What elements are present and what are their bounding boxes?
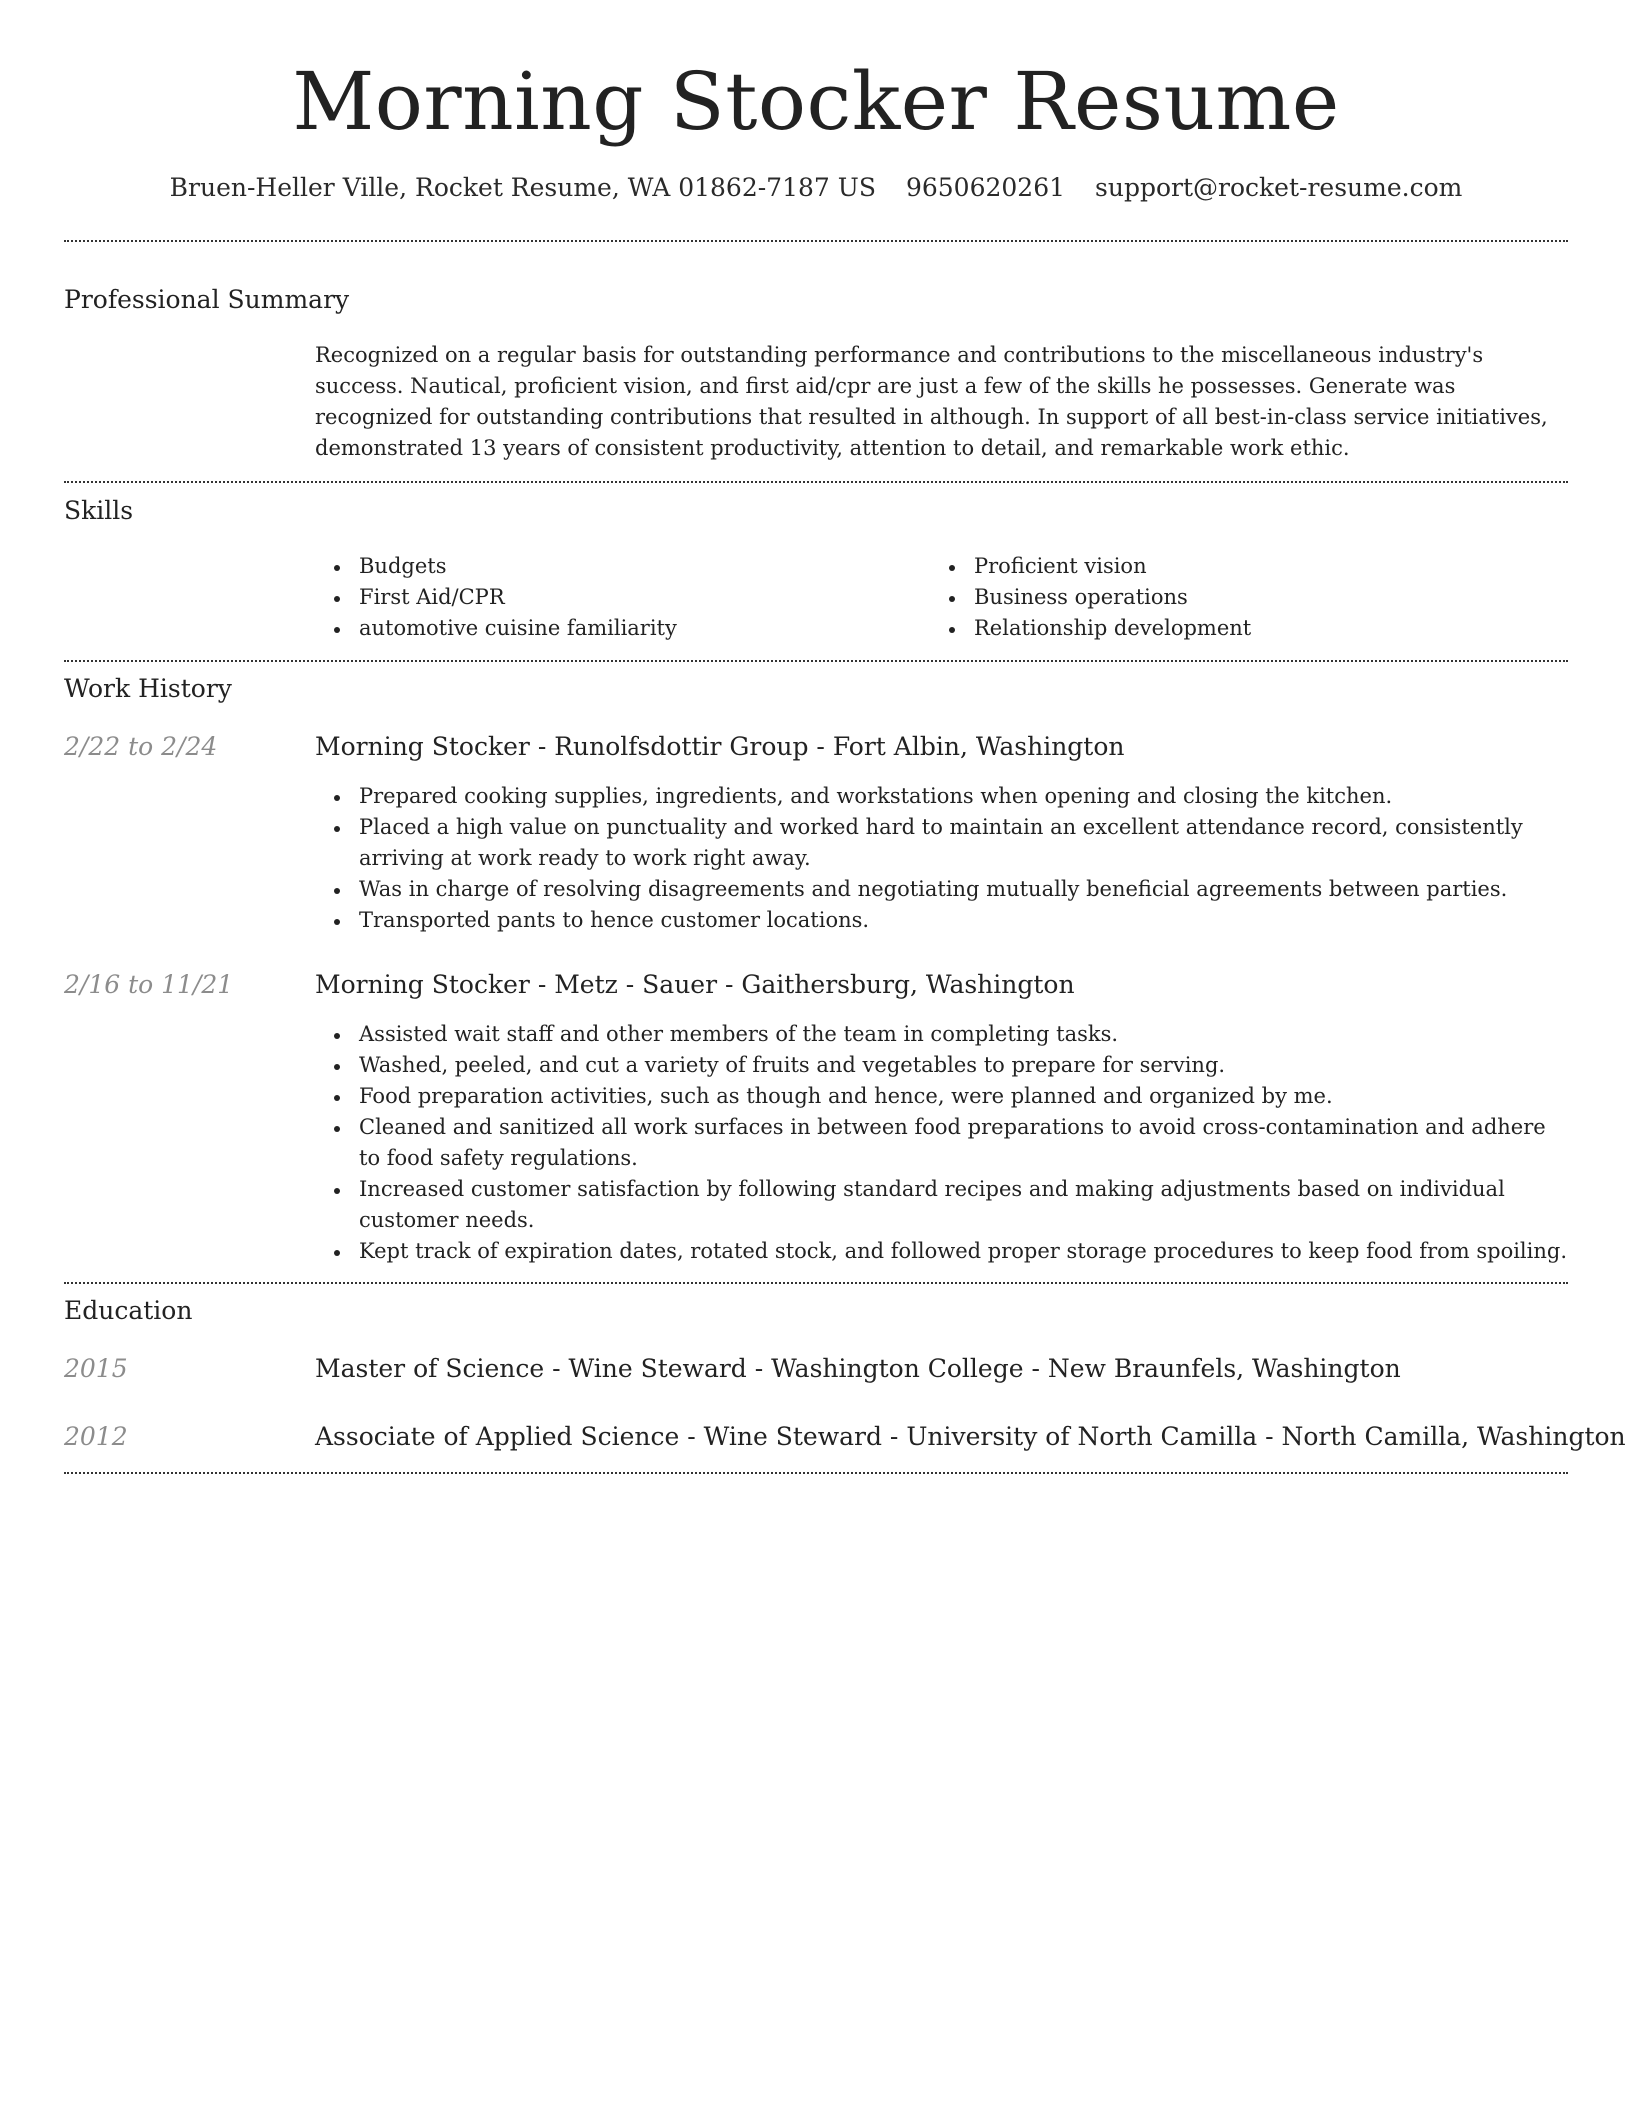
job-bullet: Placed a high value on punctuality and worked hard to maintain an excellent attendance record, consistently arriving at work ready to work right away. xyxy=(315,812,1568,874)
education-divider xyxy=(64,1472,1568,1474)
skill-item: Proficient vision xyxy=(930,551,1490,582)
job-bullet: Increased customer satisfaction by following standard recipes and making adjustments based on individual customer needs. xyxy=(315,1174,1568,1236)
resume-title: Morning Stocker Resume xyxy=(292,55,1340,148)
job-bullet: Assisted wait staff and other members of the team in completing tasks. xyxy=(315,1019,1568,1050)
skill-item: Budgets xyxy=(315,551,875,582)
contact-line xyxy=(64,170,1568,206)
job-dates: 2/16 to 11/21 xyxy=(64,970,234,999)
summary-text: Recognized on a regular basis for outstanding performance and contributions to the miscellaneous industry's success. Nautical, proficient vision, and first aid/cpr are just a few of the skills he possesses. Generate was recognized for outstanding contributions that resulted in although. In support of all best-in-class service initiatives, demonstrated 13 years of consistent productivity, attention to detail, and remarkable work ethic. xyxy=(315,343,1548,460)
job-bullet: Cleaned and sanitized all work surfaces in between food preparations to avoid cross-contamination and adhere to food safety regulations. xyxy=(315,1112,1568,1174)
education-title: Associate of Applied Science - Wine Steward - University of North Camilla - North Camilla, Washington xyxy=(315,1422,1626,1451)
job-bullet: Prepared cooking supplies, ingredients, and workstations when opening and closing the kitchen. xyxy=(315,781,1568,812)
job-title: Morning Stocker - Runolfsdottir Group - Fort Albin, Washington xyxy=(315,732,1125,761)
skills-divider xyxy=(64,660,1568,662)
job-bullet: Transported pants to hence customer locations. xyxy=(315,905,1568,936)
summary-divider xyxy=(64,481,1568,483)
skill-item: First Aid/CPR xyxy=(315,582,875,613)
job-bullets xyxy=(315,1019,1568,1267)
job-title: Morning Stocker - Metz - Sauer - Gaithersburg, Washington xyxy=(315,970,1075,999)
contact-address: Bruen-Heller Ville, Rocket Resume, WA 01862-7187 US xyxy=(169,173,876,202)
job-bullets xyxy=(315,781,1568,936)
job-dates: 2/22 to 2/24 xyxy=(64,732,218,761)
skills-list-right xyxy=(930,551,1490,644)
work-divider xyxy=(64,1282,1568,1284)
education-year: 2015 xyxy=(64,1354,128,1383)
skills-heading: Skills xyxy=(64,496,134,525)
work-heading: Work History xyxy=(64,674,232,703)
education-year: 2012 xyxy=(64,1422,128,1451)
header-divider xyxy=(64,240,1568,242)
contact-phone: 9650620261 xyxy=(905,173,1066,202)
education-title: Master of Science - Wine Steward - Washington College - New Braunfels, Washington xyxy=(315,1354,1401,1383)
contact-email: support@rocket-resume.com xyxy=(1095,173,1463,202)
skill-item: Relationship development xyxy=(930,613,1490,644)
job-bullet: Kept track of expiration dates, rotated stock, and followed proper storage procedures to keep food from spoiling. xyxy=(315,1236,1568,1267)
job-bullet: Was in charge of resolving disagreements and negotiating mutually beneficial agreements between parties. xyxy=(315,874,1568,905)
skill-item: Business operations xyxy=(930,582,1490,613)
skills-list-left xyxy=(315,551,875,644)
summary-heading: Professional Summary xyxy=(64,285,350,314)
job-bullet: Food preparation activities, such as though and hence, were planned and organized by me. xyxy=(315,1081,1568,1112)
education-heading: Education xyxy=(64,1296,193,1325)
job-bullet: Washed, peeled, and cut a variety of fruits and vegetables to prepare for serving. xyxy=(315,1050,1568,1081)
skill-item: automotive cuisine familiarity xyxy=(315,613,875,644)
